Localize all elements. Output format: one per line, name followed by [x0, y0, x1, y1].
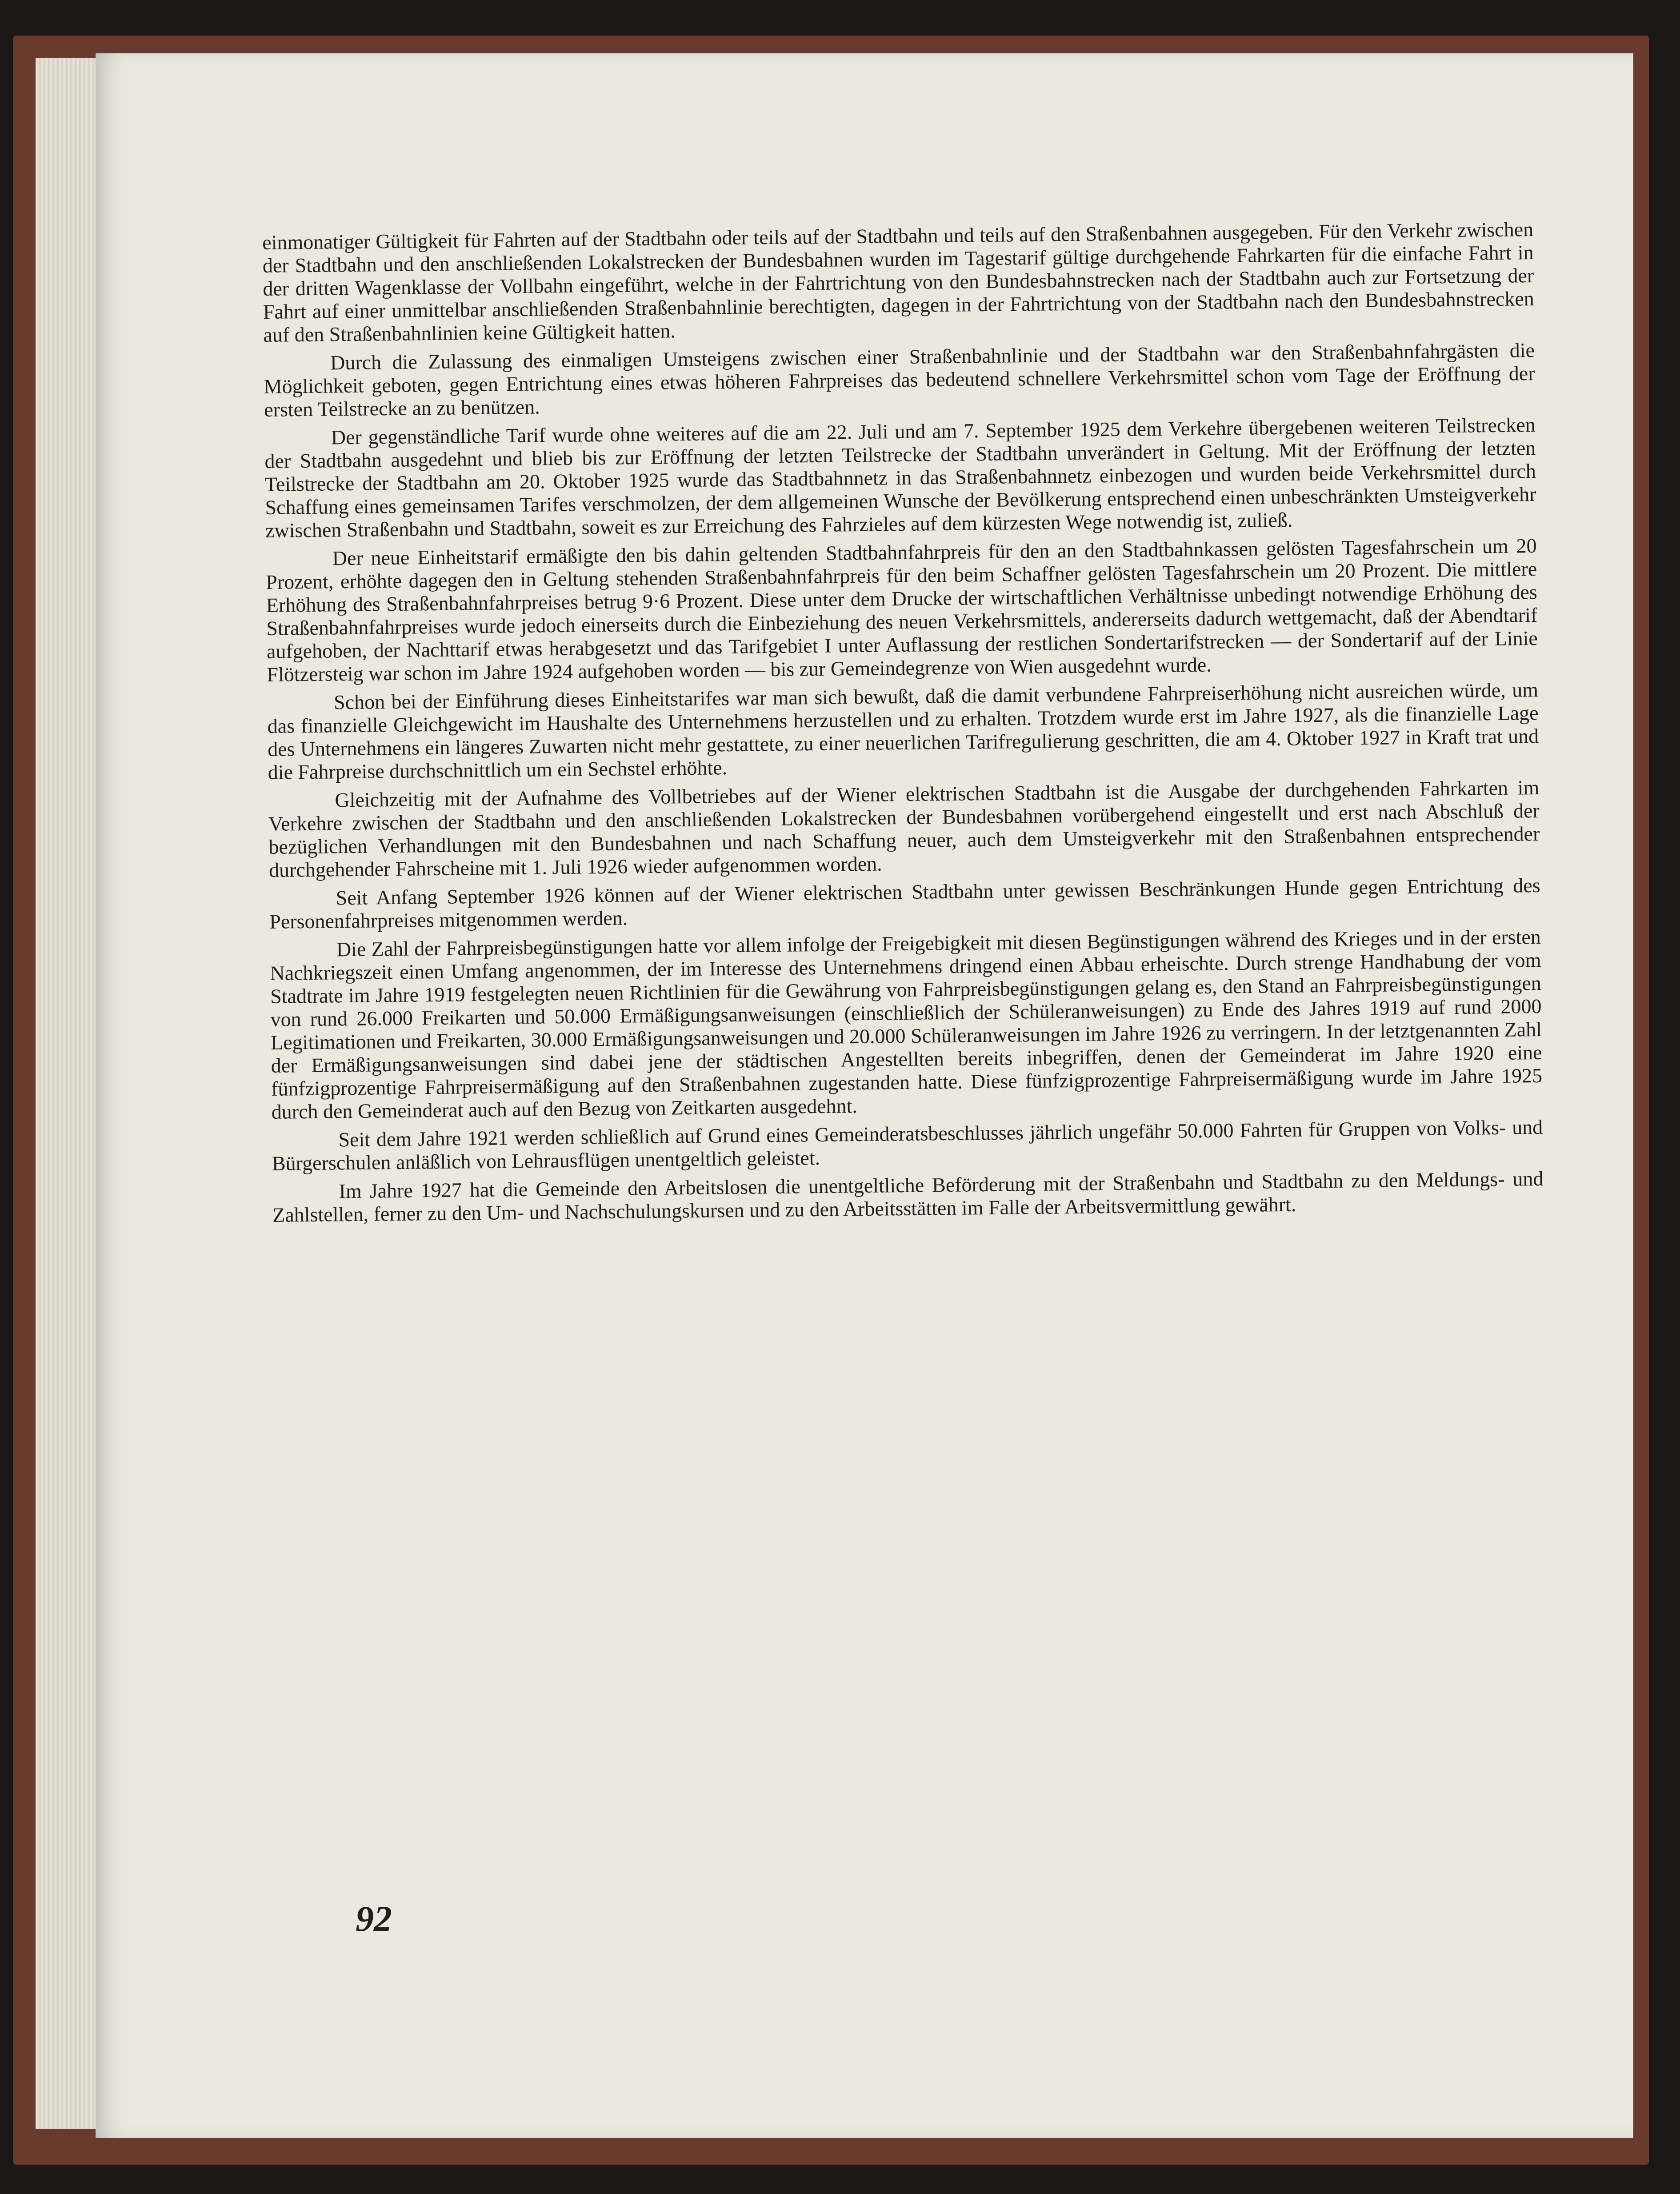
- paragraph: Seit dem Jahre 1921 werden schließlich auf Grund eines Gemeinderatsbeschlusses jährlich ungefähr 50.000 Fahrten für Gruppen von Volks- und Bürgerschulen anläßlich von Lehrausflügen unentgeltlich geleistet.: [272, 1115, 1543, 1175]
- paragraph: Im Jahre 1927 hat die Gemeinde den Arbeitslosen die unentgeltliche Beförderung mit der Straßenbahn und Stadtbahn zu den Meldungs- und Zahlstellen, ferner zu den Um- und Nachschulungskursen und zu den Arbeitsstätten im Falle der Arbeitsvermittlung gewährt.: [272, 1167, 1544, 1226]
- paragraph: Der neue Einheitstarif ermäßigte den bis dahin geltenden Stadtbahnfahrpreis für den an den Stadtbahnkassen gelösten Tagesfahrschein um 20 Prozent, erhöhte dagegen den in Geltung stehenden Straßenbahnfahrpreis für den beim Schaffner gelösten Tagesfahrschein um 20 Prozent. Die mittlere Erhöhung des Straßenbahnfahrpreises betrug 9·6 Prozent. Diese unter dem Drucke der wirtschaftlichen Verhältnisse unbedingt notwendige Erhöhung des Straßenbahnfahrpreises wurde jedoch einerseits durch die Einbeziehung des neuen Verkehrsmittels, andererseits dadurch wettgemacht, daß der Abendtarif aufgehoben, der Nachttarif etwas herabgesetzt und das Tarifgebiet I unter Auflassung der restlichen Sondertarifstrecken — der Sondertarif auf der Linie Flötzersteig war schon im Jahre 1924 aufgehoben worden — bis zur Gemeindegrenze von Wien ausgedehnt wurde.: [266, 534, 1538, 686]
- paragraph: Schon bei der Einführung dieses Einheitstarifes war man sich bewußt, daß die damit verbundene Fahrpreiserhöhung nicht ausreichen würde, um das finanzielle Gleichgewicht im Haushalte des Unternehmens herzustellen und zu erhalten. Trotzdem wurde erst im Jahre 1927, als die finanzielle Lage des Unternehmens ein längeres Zuwarten nicht mehr gestattete, zu einer neuerlichen Tarifregulierung geschritten, die am 4. Oktober 1927 in Kraft trat und die Fahrpreise durchschnittlich um ein Sechstel erhöhte.: [267, 678, 1539, 784]
- paragraph: Der gegenständliche Tarif wurde ohne weiteres auf die am 22. Juli und am 7. September 1925 dem Verkehre übergebenen weiteren Teilstrecken der Stadtbahn ausgedehnt und blieb bis zur Eröffnung der letzten Teilstrecke der Stadtbahn unverändert in Geltung. Mit der Eröffnung der letzten Teilstrecke der Stadtbahn am 20. Oktober 1925 wurde das Stadtbahnnetz in das Straßenbahnnetz einbezogen und wurden beide Verkehrsmittel durch Schaffung eines gemeinsamen Tarifes verschmolzen, der dem allgemeinen Wunsche der Bevölkerung entsprechend einen unbeschränkten Umsteigverkehr zwischen Straßenbahn und Stadtbahn, soweit es zur Erreichung des Fahrzieles auf dem kürzesten Wege notwendig ist, zuließ.: [264, 413, 1536, 542]
- paragraph: Die Zahl der Fahrpreisbegünstigungen hatte vor allem infolge der Freigebigkeit mit diesen Begünstigungen während des Krieges und in der ersten Nachkriegszeit einen Umfang angenommen, der im Interesse des Unternehmens dringend einen Abbau erheischte. Durch strenge Handhabung der vom Stadtrate im Jahre 1919 festgelegten neuen Richtlinien für die Gewährung von Fahrpreisbegünstigungen gelang es, den Stand an Fahrpreisbegünstigungen von rund 26.000 Freikarten und 50.000 Ermäßigungsanweisungen (einschließlich der Schüleranweisungen) zu Ende des Jahres 1919 auf rund 2000 Legitimationen und Freikarten, 30.000 Ermäßigungsanweisungen und 20.000 Schüleranweisungen im Jahre 1926 zu verringern. In der letztgenannten Zahl der Ermäßigungsanweisungen sind dabei jene der städtischen Angestellten bereits inbegriffen, denen der Gemeinderat im Jahre 1920 eine fünfzigprozentige Fahrpreisermäßigung auf den Straßenbahnen zugestanden hatte. Diese fünfzigprozentige Fahrpreisermäßigung wurde im Jahre 1925 durch den Gemeinderat auch auf den Bezug von Zeitkarten ausgedehnt.: [270, 925, 1543, 1123]
- page-number: 92: [356, 1898, 392, 1939]
- body-text: [262, 218, 1544, 1232]
- paragraph: Gleichzeitig mit der Aufnahme des Vollbetriebes auf der Wiener elektrischen Stadtbahn ist die Ausgabe der durchgehenden Fahrkarten im Verkehre zwischen der Stadtbahn und den anschließenden Lokalstrecken der Bundesbahnen vorübergehend eingestellt und erst nach Abschluß der bezüglichen Verhandlungen mit den Bundesbahnen und nach Schaffung neuer, auch dem Umsteigverkehr mit den Straßenbahnen entsprechender durchgehender Fahrscheine mit 1. Juli 1926 wieder aufgenommen worden.: [268, 776, 1540, 881]
- paragraph: Durch die Zulassung des einmaligen Umsteigens zwischen einer Straßenbahnlinie und der Stadtbahn war den Straßenbahnfahrgästen die Möglichkeit geboten, gegen Entrichtung eines etwas höheren Fahrpreises das bedeutend schnellere Verkehrsmittel schon vom Tage der Eröffnung der ersten Teilstrecke an zu benützen.: [264, 339, 1535, 421]
- paragraph: einmonatiger Gültigkeit für Fahrten auf der Stadtbahn oder teils auf der Stadtbahn und teils auf den Straßenbahnen ausgegeben. Für den Verkehr zwischen der Stadtbahn und den anschließenden Lokalstrecken der Bundesbahnen wurden im Tagestarif gültige durchgehende Fahrkarten für die einfache Fahrt in der dritten Wagenklasse der Vollbahn eingeführt, welche in der Fahrtrichtung von den Bundesbahnstrecken nach der Stadtbahn auch zur Fortsetzung der Fahrt auf einer unmittelbar anschließenden Straßenbahnlinie berechtigten, dagegen in der Fahrtrichtung von der Stadtbahn nach den Bundesbahnstrecken auf den Straßenbahnlinien keine Gültigkeit hatten.: [262, 218, 1535, 346]
- paragraph: Seit Anfang September 1926 können auf der Wiener elektrischen Stadtbahn unter gewissen Beschränkungen Hunde gegen Entrichtung des Personenfahrpreises mitgenommen werden.: [269, 873, 1540, 933]
